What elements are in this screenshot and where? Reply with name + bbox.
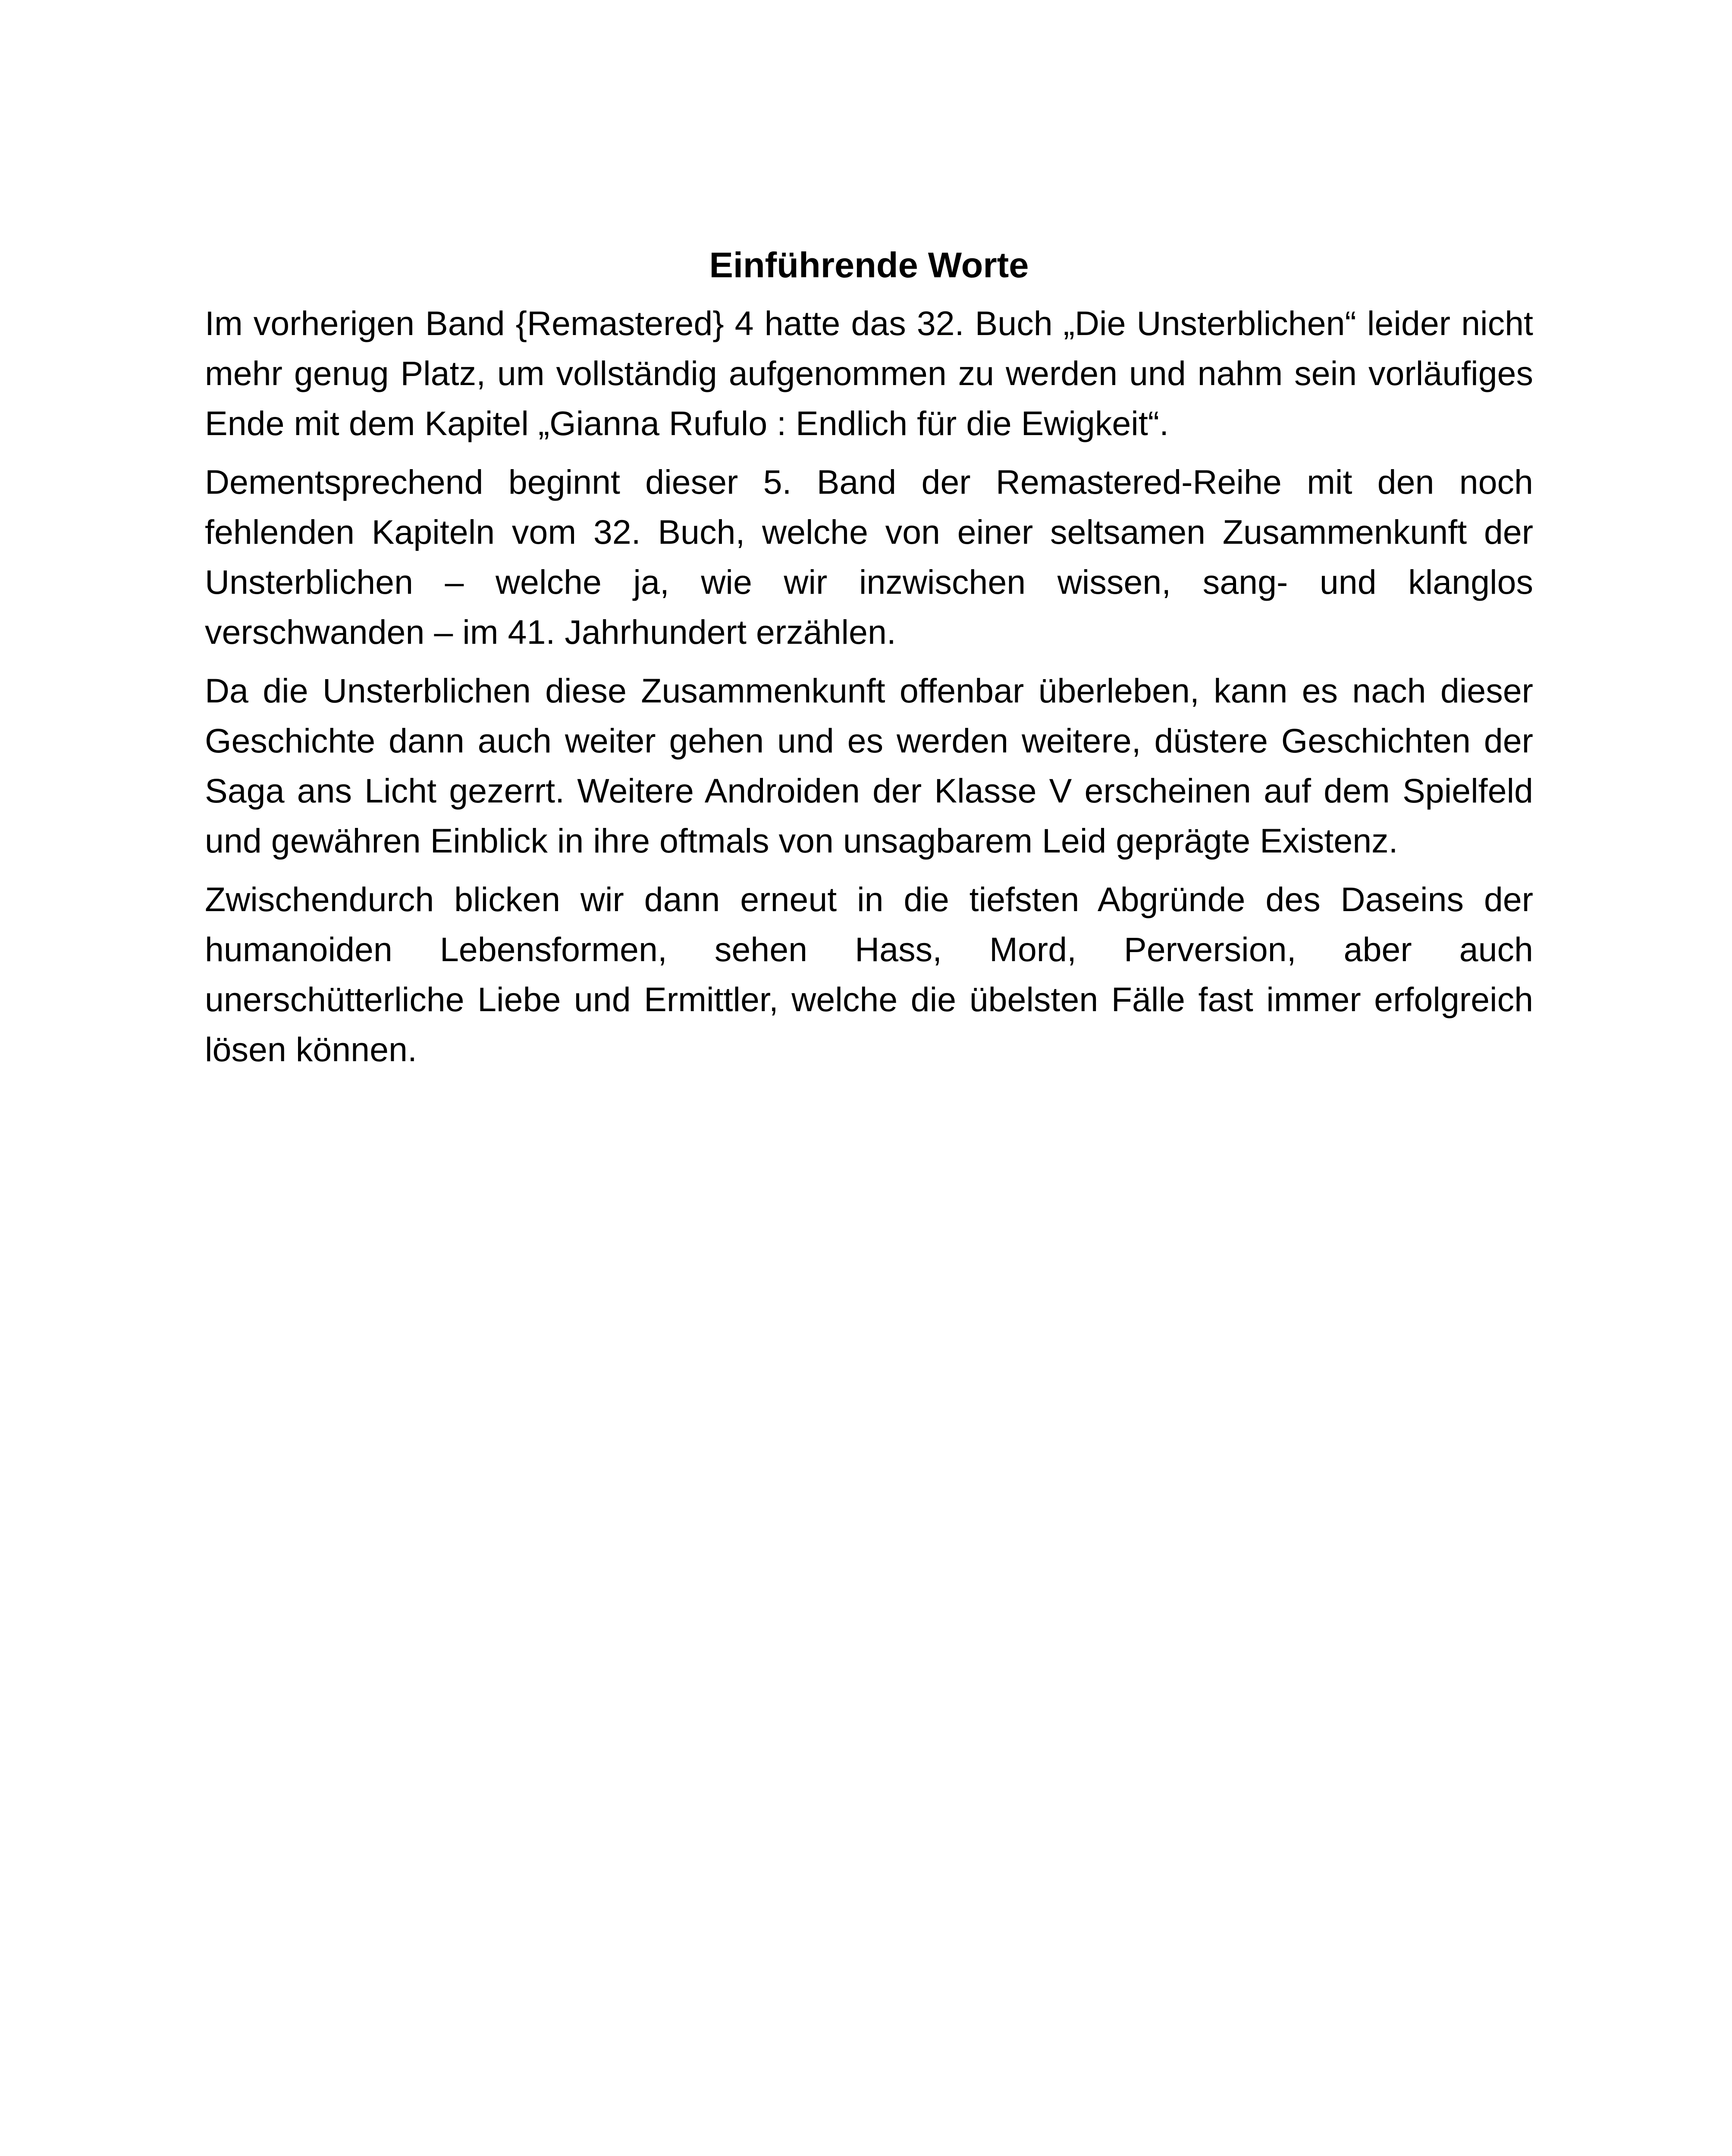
page-title: Einführende Worte <box>709 245 1029 285</box>
paragraph-1: Im vorherigen Band {Remastered} 4 hatte das 32. Buch „Die Unsterblichen“ leider nicht mehr genug Platz, um vollständig aufgenommen zu werden und nahm sein vorläufiges Ende mit dem Kapitel „Gianna Rufulo : Endlich für die Ewigkeit“. <box>205 304 1533 442</box>
paragraph-4: Zwischendurch blicken wir dann erneut in die tiefsten Abgründe des Daseins der humanoiden Lebensformen, sehen Hass, Mord, Perversion, aber auch unerschütterliche Liebe und Ermittler, welche die übelsten Fälle fast immer erfolgreich lösen können. <box>205 880 1533 1069</box>
paragraph-3: Da die Unsterblichen diese Zusammenkunft offenbar überleben, kann es nach dieser Geschichte dann auch weiter gehen und es werden weitere, düstere Geschichten der Saga ans Licht gezerrt. Weitere Androiden der Klasse V erscheinen auf dem Spielfeld und gewähren Einblick in ihre oftmals von unsagbarem Leid geprägte Existenz. <box>205 671 1533 860</box>
paragraph-2: Dementsprechend beginnt dieser 5. Band der Remastered-Reihe mit den noch fehlenden Kapiteln vom 32. Buch, welche von einer seltsamen Zusammenkunft der Unsterblichen – welche ja, wie wir inzwischen wissen, sang- und klanglos verschwanden – im 41. Jahrhundert erzählen. <box>205 463 1533 651</box>
page-content <box>205 241 1533 1083</box>
